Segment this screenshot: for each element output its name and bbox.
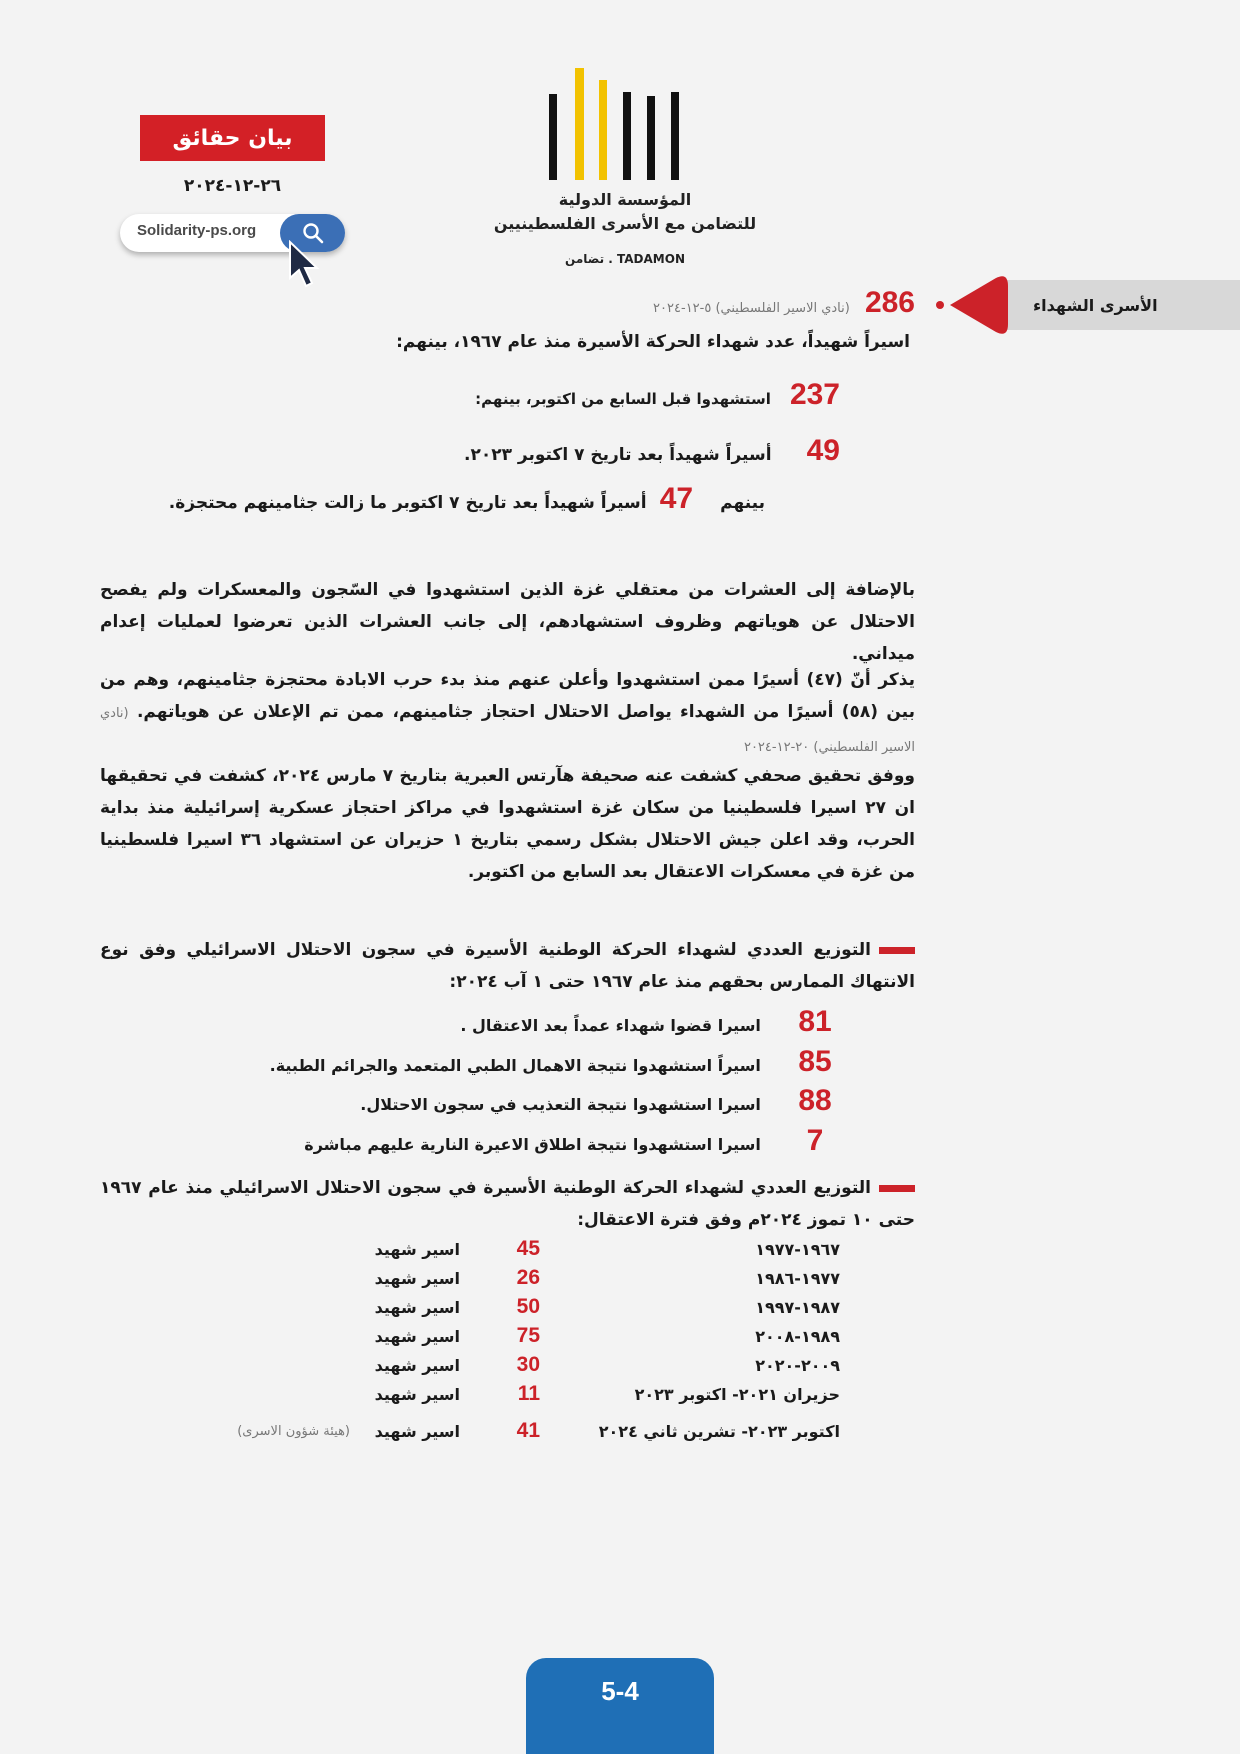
stat-total-number: 286	[864, 286, 915, 319]
count-cell: 26	[516, 1266, 540, 1289]
section-tab-martyrs	[1003, 280, 1240, 330]
paragraph-haaretz: ووفق تحقيق صحفي كشفت عنه صحيفة هآرتس العبرية بتاريخ ٧ مارس ٢٠٢٤، كشفت في تحقيقها ان ٢٧ اسيرا فلسطينيا من سكان غزة استشهدوا في مراكز احتجاز عسكرية إسرائيلية منذ بداية الحرب، وقد اعلن جيش الاحتلال بشكل رسمي بتاريخ ١ حزيران عن استشهاد ٣٦ اسيرا فلسطينيا من غزة في معسكرات الاعتقال بعد السابع من اكتوبر.	[100, 766, 915, 882]
stat-total-text: اسيراً شهيداً، عدد شهداء الحركة الأسيرة منذ عام ١٩٦٧، بينهم:	[396, 332, 910, 352]
count-cell: 75	[516, 1324, 540, 1347]
stat-held-text: أسيراً شهيداً بعد تاريخ ٧ اكتوبر ما زالت جثامينهم محتجزة.	[168, 493, 647, 513]
label-cell: اسير شهيد	[374, 1327, 460, 1346]
violation-item-number: 7	[806, 1124, 824, 1157]
org-brand: تضامن . TADAMON	[565, 252, 685, 266]
violation-item	[304, 1124, 840, 1158]
label-cell: اسير شهيد	[374, 1240, 460, 1259]
violation-item-text: اسيرا استشهدوا نتيجة التعذيب في سجون الاحتلال.	[360, 1095, 761, 1114]
period-cell: ١٩٨٧-١٩٩٧	[755, 1298, 840, 1317]
violation-item-text: اسيرا استشهدوا نتيجة اطلاق الاعيرة النارية عليهم مباشرة	[304, 1135, 761, 1154]
page-number-tab: 5-4	[526, 1658, 714, 1754]
count-cell: 11	[517, 1382, 540, 1405]
stat-total-line	[653, 286, 915, 320]
section-arrow-icon	[930, 270, 1012, 340]
violation-item-number: 88	[798, 1084, 832, 1117]
website-url[interactable]: Solidarity-ps.org	[137, 222, 257, 239]
paragraph-gaza-detainees: بالإضافة إلى العشرات من معتقلي غزة الذين استشهدوا في السّجون والمعسكرات ولم يفصح الاحتلال عن هوياتهم وظروف استشهادهم، إلى جانب العشرات الذين تعرضوا لعمليات إعدام ميداني.	[100, 580, 915, 664]
violation-heading	[100, 934, 915, 998]
label-cell: اسير شهيد	[374, 1385, 460, 1404]
stat-before-number: 237	[789, 378, 840, 411]
period-cell: ١٩٧٧-١٩٨٦	[755, 1269, 840, 1288]
count-cell: 41	[516, 1419, 540, 1442]
paragraph-withheld-source: (نادي الاسير الفلسطيني) ٢٠-١٢-٢٠٢٤	[100, 706, 915, 755]
period-bullet	[879, 1185, 915, 1192]
tadamon-logo-icon	[545, 62, 695, 184]
paragraph-withheld-bodies	[100, 664, 915, 764]
table-row	[225, 1237, 840, 1269]
period-source: (هيئة شؤون الاسرى)	[237, 1424, 350, 1439]
period-cell: اكتوبر ٢٠٢٣- تشرين ثاني ٢٠٢٤	[598, 1422, 840, 1441]
period-cell: حزيران ٢٠٢١- اكتوبر ٢٠٢٣	[634, 1385, 840, 1404]
table-row	[225, 1382, 840, 1414]
label-cell: اسير شهيد	[374, 1269, 460, 1288]
period-heading-text: التوزيع العددي لشهداء الحركة الوطنية الأسيرة في سجون الاحتلال الاسرائيلي منذ عام ١٩٦٧ حتى ١٠ تموز ٢٠٢٤م وفق فترة الاعتقال:	[100, 1178, 915, 1230]
period-cell: ١٩٦٧-١٩٧٧	[755, 1240, 840, 1259]
label-cell: اسير شهيد	[374, 1356, 460, 1375]
org-name-line1: المؤسسة الدولية	[558, 190, 692, 209]
count-cell: 45	[516, 1237, 540, 1260]
violation-item	[270, 1045, 840, 1079]
table-row	[225, 1353, 840, 1385]
violation-bullet	[879, 947, 915, 954]
violation-item-number: 81	[798, 1005, 832, 1038]
table-row	[225, 1419, 840, 1451]
table-row	[225, 1266, 840, 1298]
stat-after-number: 49	[806, 434, 840, 467]
violation-item	[460, 1005, 840, 1039]
period-cell: ١٩٨٩-٢٠٠٨	[755, 1327, 840, 1346]
paragraph-withheld-text: يذكر أنّ (٤٧) أسيرًا ممن استشهدوا وأعلن عنهم منذ بدء حرب الابادة محتجزة جثامينهم، وهم من بين (٥٨) أسيرًا من الشهداء يواصل الاحتلال احتجاز جثامينهم، ممن تم الإعلان عن هوياتهم.	[100, 670, 916, 722]
violation-heading-text: التوزيع العددي لشهداء الحركة الوطنية الأسيرة في سجون الاحتلال الاسرائيلي وفق نوع الانتهاك الممارس بحقهم منذ عام ١٩٦٧ حتى ١ آب ٢٠٢٤:	[100, 940, 915, 992]
violation-item-number: 85	[798, 1045, 832, 1078]
table-row	[225, 1295, 840, 1327]
org-name	[440, 188, 810, 236]
label-cell: اسير شهيد	[374, 1298, 460, 1317]
count-cell: 30	[516, 1353, 540, 1376]
table-row	[225, 1324, 840, 1356]
stat-after-line	[464, 434, 840, 468]
count-cell: 50	[516, 1295, 540, 1318]
period-cell: ٢٠٠٩-٢٠٢٠	[755, 1356, 840, 1375]
publish-date: ٢٦-١٢-٢٠٢٤	[183, 176, 282, 196]
period-table	[225, 1237, 840, 1451]
violation-item	[360, 1084, 840, 1118]
stat-held-number: 47	[659, 482, 694, 515]
stat-held-prefix: بينهم	[720, 493, 765, 513]
stat-total-source: (نادي الاسير الفلسطيني) ٥-١٢-٢٠٢٤	[653, 301, 850, 316]
section-tab-label: الأسرى الشهداء	[1033, 295, 1158, 315]
org-name-line2: للتضامن مع الأسرى الفلسطينيين	[493, 214, 757, 233]
stat-before-line	[475, 378, 840, 412]
label-cell: اسير شهيد	[374, 1422, 460, 1441]
period-heading	[100, 1172, 915, 1236]
stat-before-text: استشهدوا قبل السابع من اكتوبر، بينهم:	[475, 390, 771, 408]
stat-after-text: أسيراً شهيداً بعد تاريخ ٧ اكتوبر ٢٠٢٣.	[463, 445, 772, 465]
violation-item-text: اسيراً استشهدوا نتيجة الاهمال الطبي المتعمد والجرائم الطبية.	[269, 1056, 761, 1075]
mouse-pointer-icon	[287, 240, 321, 288]
violation-item-text: اسيرا قضوا شهداء عمداً بعد الاعتقال .	[460, 1016, 761, 1035]
fact-sheet-badge: بيان حقائق	[140, 115, 325, 161]
stat-held-line	[169, 482, 765, 516]
